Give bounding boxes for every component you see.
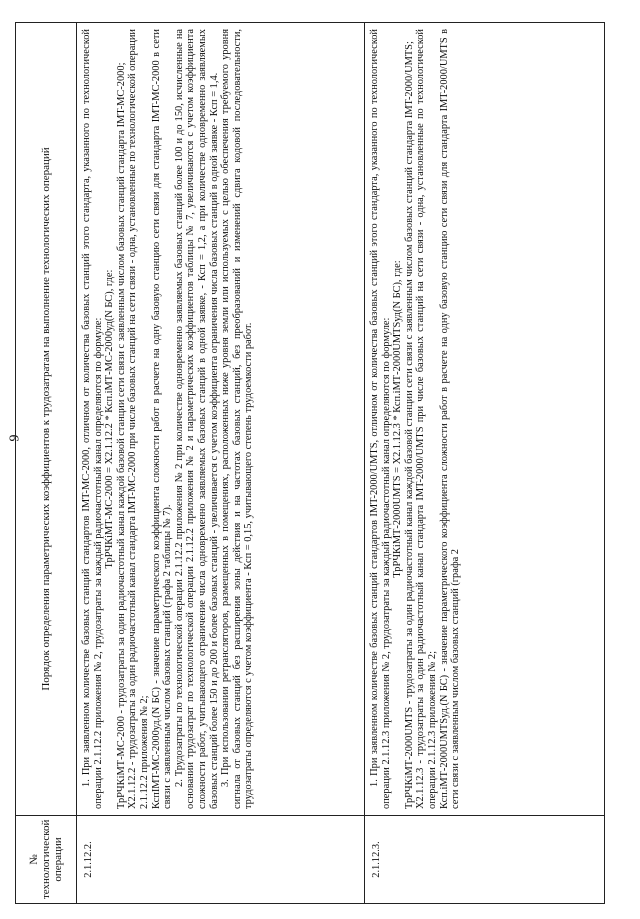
operation-code: 2.1.12.3. [365,816,605,904]
procedure-cell [77,23,365,816]
table-row [365,23,605,904]
paragraph: КспIMT-MC-2000уд.(N БС) - значение параметрического коэффициента сложности работ в расчете на одну базовую станцию сети связи для стандарта IMT-MC-2000 в сети связи с заявленным числом базовых станций (графа 2 таблицы № 7). [150,29,174,809]
operation-code: 2.1.12.2. [77,816,365,904]
paragraph: 1. При заявленном количестве базовых станций стандартов IMT-MC-2000, отличном от количества базовых станций этого стандарта, указанного по технологической операции 2.1.12.2 приложения № 2, трудозатраты за каждый радиочастотный канал определяются по формуле: [81,29,104,809]
paragraph: Х2.1.12.3 - трудозатраты за один радиочастотный канал стандарта IMT-2000/UMTS при числе базовых станций на сети связи - одна, установленные по технологической операции 2.1.12.3 приложения № 2; [415,29,438,809]
document-sheet [15,22,605,904]
paragraph: ТрРЧКiМТ-МС-2000 - трудозатраты за один радиочастотный канал каждой базовой станции сети связи с заявленным числом базовых станций стандарта IMT-MC-2000; [115,62,127,809]
paragraph: 3. При использовании ретрансляторов, размещенных в помещениях, расположенных ниже уровня земли или используемых с целью обеспечения требуемого уровня сигнала от базовых станций без расширения зоны действия и на частотах базовых станций, без преобразований и изменений сдвига кодовой последовательности, трудозатраты определяются с учетом коэффициента - Ксп = 0,15, учитывающего степень трудоемкости работ. [220,29,255,809]
coefficients-table [15,22,605,904]
procedure-cell [365,23,605,816]
formula: ТрРЧКiМТ-2000UMTS = Х2.1.12.3 * Ксп.iМТ-2000UMTSуд(N БС), где: [392,260,404,578]
paragraph: Ксп.iМТ-2000UMTSуд.(N БС) - значение параметрического коэффициента сложности работ в расчете на одну базовую станцию сети связи для стандарта IMT-2000/UMTS в сети связи с заявленным числом базовых станций (графа 2 [438,29,462,809]
paragraph: Х2.1.12.2 - трудозатраты за один радиочастотный канал стандарта IMT-MC-2000 при числе базовых станций на сети связи - одна, установленные по технологической операции 2.1.12.2 приложения № 2; [127,29,150,809]
column-header-procedure: Порядок определения параметрических коэффициентов к трудозатратам на выполнение технологических операций [16,23,77,816]
paragraph: 2. Трудозатраты по технологической операции 2.1.12.2 приложения № 2 при количестве одновременно заявляемых базовых станций более 100 и до 150, исчисленные на основании трудозатрат по технологической операции 2.1.12.2 приложения № 2 и параметрических коэффициентов таблицы № 7, увеличиваются с учетом коэффициента сложности работ, учитывающего ограничение числа одновременно заявляемых базовых станций в одной заявке, - Ксп = 1,2, а при количестве одновременно заявляемых базовых станций более 150 и до 200 и более базовых станций - увеличивается с учетом коэффициента ограничения числа базовых станций в одной заявке - Ксп = 1,4. [173,29,220,809]
formula: ТрРЧКiМТ-МС-2000 = Х2.1.12.2 * Ксп.iМТ-МС-2000уд(N БС), где: [104,269,116,569]
column-header-operation-number: № технологической операции [16,816,77,904]
page-number: 9 [7,434,23,442]
paragraph: ТрРЧКiМТ-2000UMTS - трудозатраты за один радиочастотный канал каждой базовой станции сети связи с заявленным числом базовых станций стандарта IMT-2000/UMTS; [403,41,415,809]
paragraph: 1. При заявленном количестве базовых станций стандартов IMT-2000/UMTS, отличном от количества базовых станций этого стандарта, указанного по технологической операции 2.1.12.3 приложения № 2, трудозатраты за каждый радиочастотный канал определяются по формуле: [369,29,392,809]
table-header-row [16,23,77,904]
table-row [77,23,365,904]
